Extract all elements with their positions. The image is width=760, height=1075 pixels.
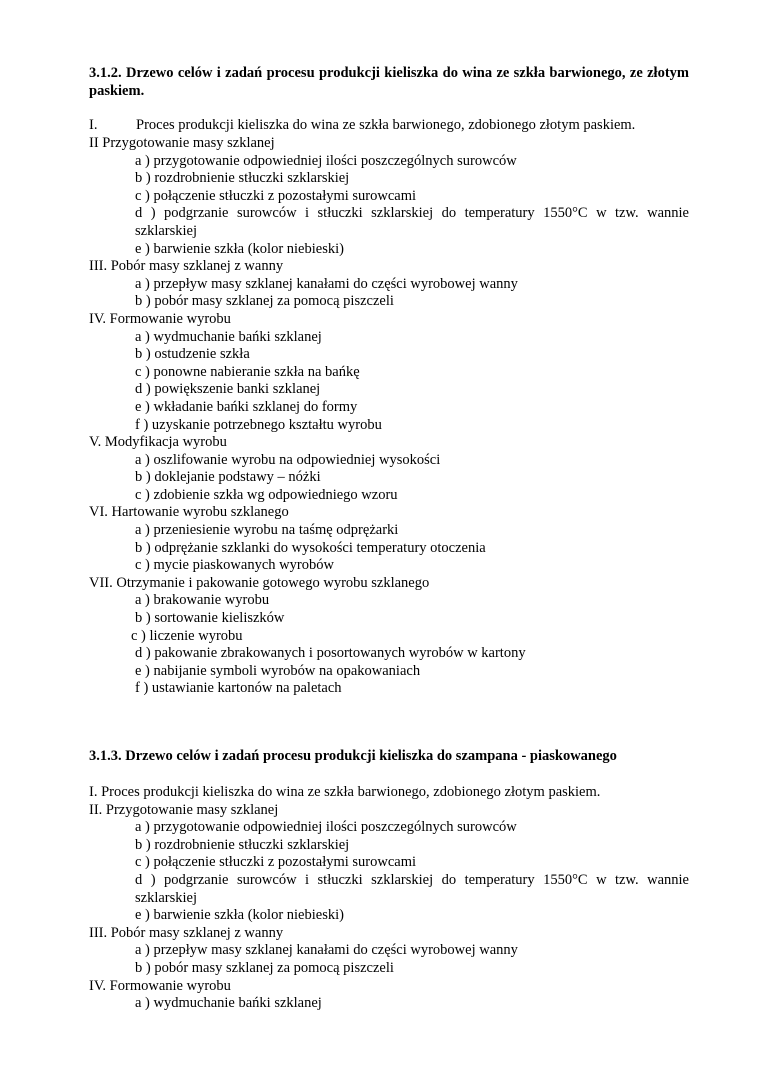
list-item: b ) pobór masy szklanej za pomocą piszczeli <box>135 293 394 310</box>
group-heading: VI. Hartowanie wyrobu szklanego <box>89 504 289 521</box>
list-item: c ) ponowne nabieranie szkła na bańkę <box>135 363 360 380</box>
group-heading: IV. Formowanie wyrobu <box>89 310 231 327</box>
list-item: a ) brakowanie wyrobu <box>135 592 270 609</box>
group-heading: II. Przygotowanie masy szklanej <box>89 801 279 818</box>
process-item-i-text: Proces produkcji kieliszka do wina ze szkła barwionego, zdobionego złotym paskiem. <box>136 117 636 133</box>
process-item-i: I. Proces produkcji kieliszka do wina ze szkła barwionego, zdobionego złotym paskiem. <box>89 784 601 800</box>
list-item: e ) barwienie szkła (kolor niebieski) <box>135 907 344 924</box>
list-item: a ) przepływ masy szklanej kanałami do części wyrobowej wanny <box>135 275 518 292</box>
group-heading: VII. Otrzymanie i pakowanie gotowego wyrobu szklanego <box>89 574 430 591</box>
list-item: d ) podgrzanie surowców i stłuczki szklarskiej do temperatury 1550°C w tzw. wannie szklarskiej <box>135 205 689 239</box>
list-item: a ) przygotowanie odpowiedniej ilości poszczególnych surowców <box>135 152 517 169</box>
group-heading: V. Modyfikacja wyrobu <box>89 434 227 451</box>
section-title: 3.1.2. Drzewo celów i zadań procesu produkcji kieliszka do wina ze szkła barwionego, ze złotym paskiem. <box>89 65 689 99</box>
group-heading: IV. Formowanie wyrobu <box>89 977 231 994</box>
list-item: d ) pakowanie zbrakowanych i posortowanych wyrobów w kartony <box>135 645 526 662</box>
list-item: c ) połączenie stłuczki z pozostałymi surowcami <box>135 854 417 871</box>
list-item: a ) przygotowanie odpowiedniej ilości poszczególnych surowców <box>135 819 517 836</box>
process-item-i <box>89 117 636 135</box>
group-heading: II Przygotowanie masy szklanej <box>89 135 275 151</box>
list-item: b ) sortowanie kieliszków <box>135 610 285 627</box>
list-item: a ) wydmuchanie bańki szklanej <box>135 328 322 345</box>
list-item: d ) podgrzanie surowców i stłuczki szklarskiej do temperatury 1550°C w tzw. wannie szklarskiej <box>135 871 689 906</box>
list-item: e ) wkładanie bańki szklanej do formy <box>135 398 358 415</box>
section2-groups <box>89 784 689 1013</box>
list-item: f ) ustawianie kartonów na paletach <box>135 680 342 697</box>
list-item: a ) wydmuchanie bańki szklanej <box>135 995 322 1012</box>
list-item: c ) mycie piaskowanych wyrobów <box>135 557 334 574</box>
list-item: b ) doklejanie podstawy – nóżki <box>135 469 321 486</box>
list-item: b ) ostudzenie szkła <box>135 346 250 363</box>
list-item: e ) barwienie szkła (kolor niebieski) <box>135 240 344 257</box>
section-title: 3.1.3. Drzewo celów i zadań procesu produkcji kieliszka do szampana - piaskowanego <box>89 748 617 764</box>
group-heading: III. Pobór masy szklanej z wanny <box>89 258 284 275</box>
list-item: d ) powiększenie banki szklanej <box>135 381 321 398</box>
list-item: b ) rozdrobnienie stłuczki szklarskiej <box>135 170 350 187</box>
list-item: c ) liczenie wyrobu <box>131 627 243 644</box>
list-item: b ) rozdrobnienie stłuczki szklarskiej <box>135 836 350 853</box>
list-item: a ) przeniesienie wyrobu na taśmę odprężarki <box>135 522 399 539</box>
list-item: a ) przepływ masy szklanej kanałami do części wyrobowej wanny <box>135 942 518 959</box>
list-item: c ) połączenie stłuczki z pozostałymi surowcami <box>135 187 417 204</box>
process-item-i-number: I. <box>89 117 98 133</box>
section1-groups <box>89 135 689 698</box>
list-item: f ) uzyskanie potrzebnego kształtu wyrobu <box>135 416 382 433</box>
list-item: c ) zdobienie szkła wg odpowiedniego wzoru <box>135 486 398 503</box>
list-item: e ) nabijanie symboli wyrobów na opakowaniach <box>135 662 421 679</box>
list-item: b ) odprężanie szklanki do wysokości temperatury otoczenia <box>135 539 486 556</box>
list-item: a ) oszlifowanie wyrobu na odpowiedniej wysokości <box>135 451 441 468</box>
list-item: b ) pobór masy szklanej za pomocą piszczeli <box>135 959 394 976</box>
group-heading: III. Pobór masy szklanej z wanny <box>89 924 284 941</box>
